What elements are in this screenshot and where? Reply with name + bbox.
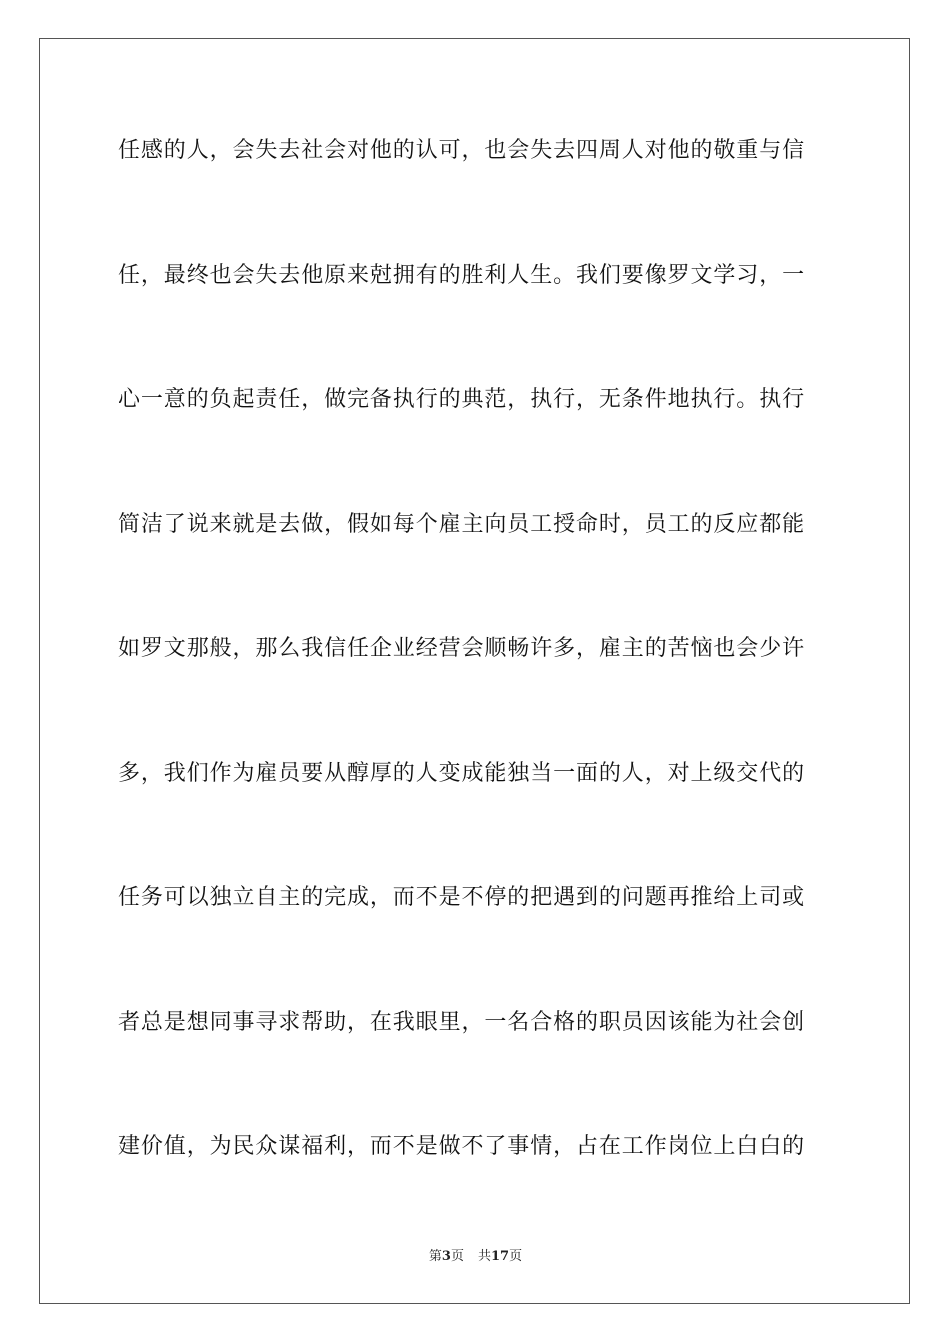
page-footer (40, 1249, 911, 1265)
text-line: 者总是想同事寻求帮助，在我眼里，一名合格的职员因该能为社会创 (118, 1010, 806, 1035)
text-line: 简洁了说来就是去做，假如每个雇主向员工授命时，员工的反应都能 (118, 512, 806, 537)
page-frame (39, 38, 910, 1304)
page-number-label: 第3页 (428, 1249, 464, 1264)
text-line: 建价值，为民众谋福利，而不是做不了事情，占在工作岗位上白白的 (118, 1134, 806, 1159)
text-line: 任，最终也会失去他原来尅拥有的胜利人生。我们要像罗文学习，一 (118, 263, 806, 288)
page-number: 3 (441, 1249, 451, 1264)
text-line: 多，我们作为雇员要从醇厚的人变成能独当一面的人，对上级交代的 (118, 761, 806, 786)
text-line: 心一意的负起责任，做完备执行的典范，执行，无条件地执行。执行 (118, 387, 806, 412)
page-total: 17 (490, 1249, 510, 1264)
page-total-label: 共17页 (477, 1249, 523, 1264)
text-line: 任务可以独立自主的完成，而不是不停的把遇到的问题再推给上司或 (118, 885, 806, 910)
text-line: 如罗文那般，那么我信任企业经营会顺畅许多，雇主的苦恼也会少许 (118, 636, 806, 661)
text-line: 任感的人，会失去社会对他的认可，也会失去四周人对他的敬重与信 (118, 138, 806, 163)
